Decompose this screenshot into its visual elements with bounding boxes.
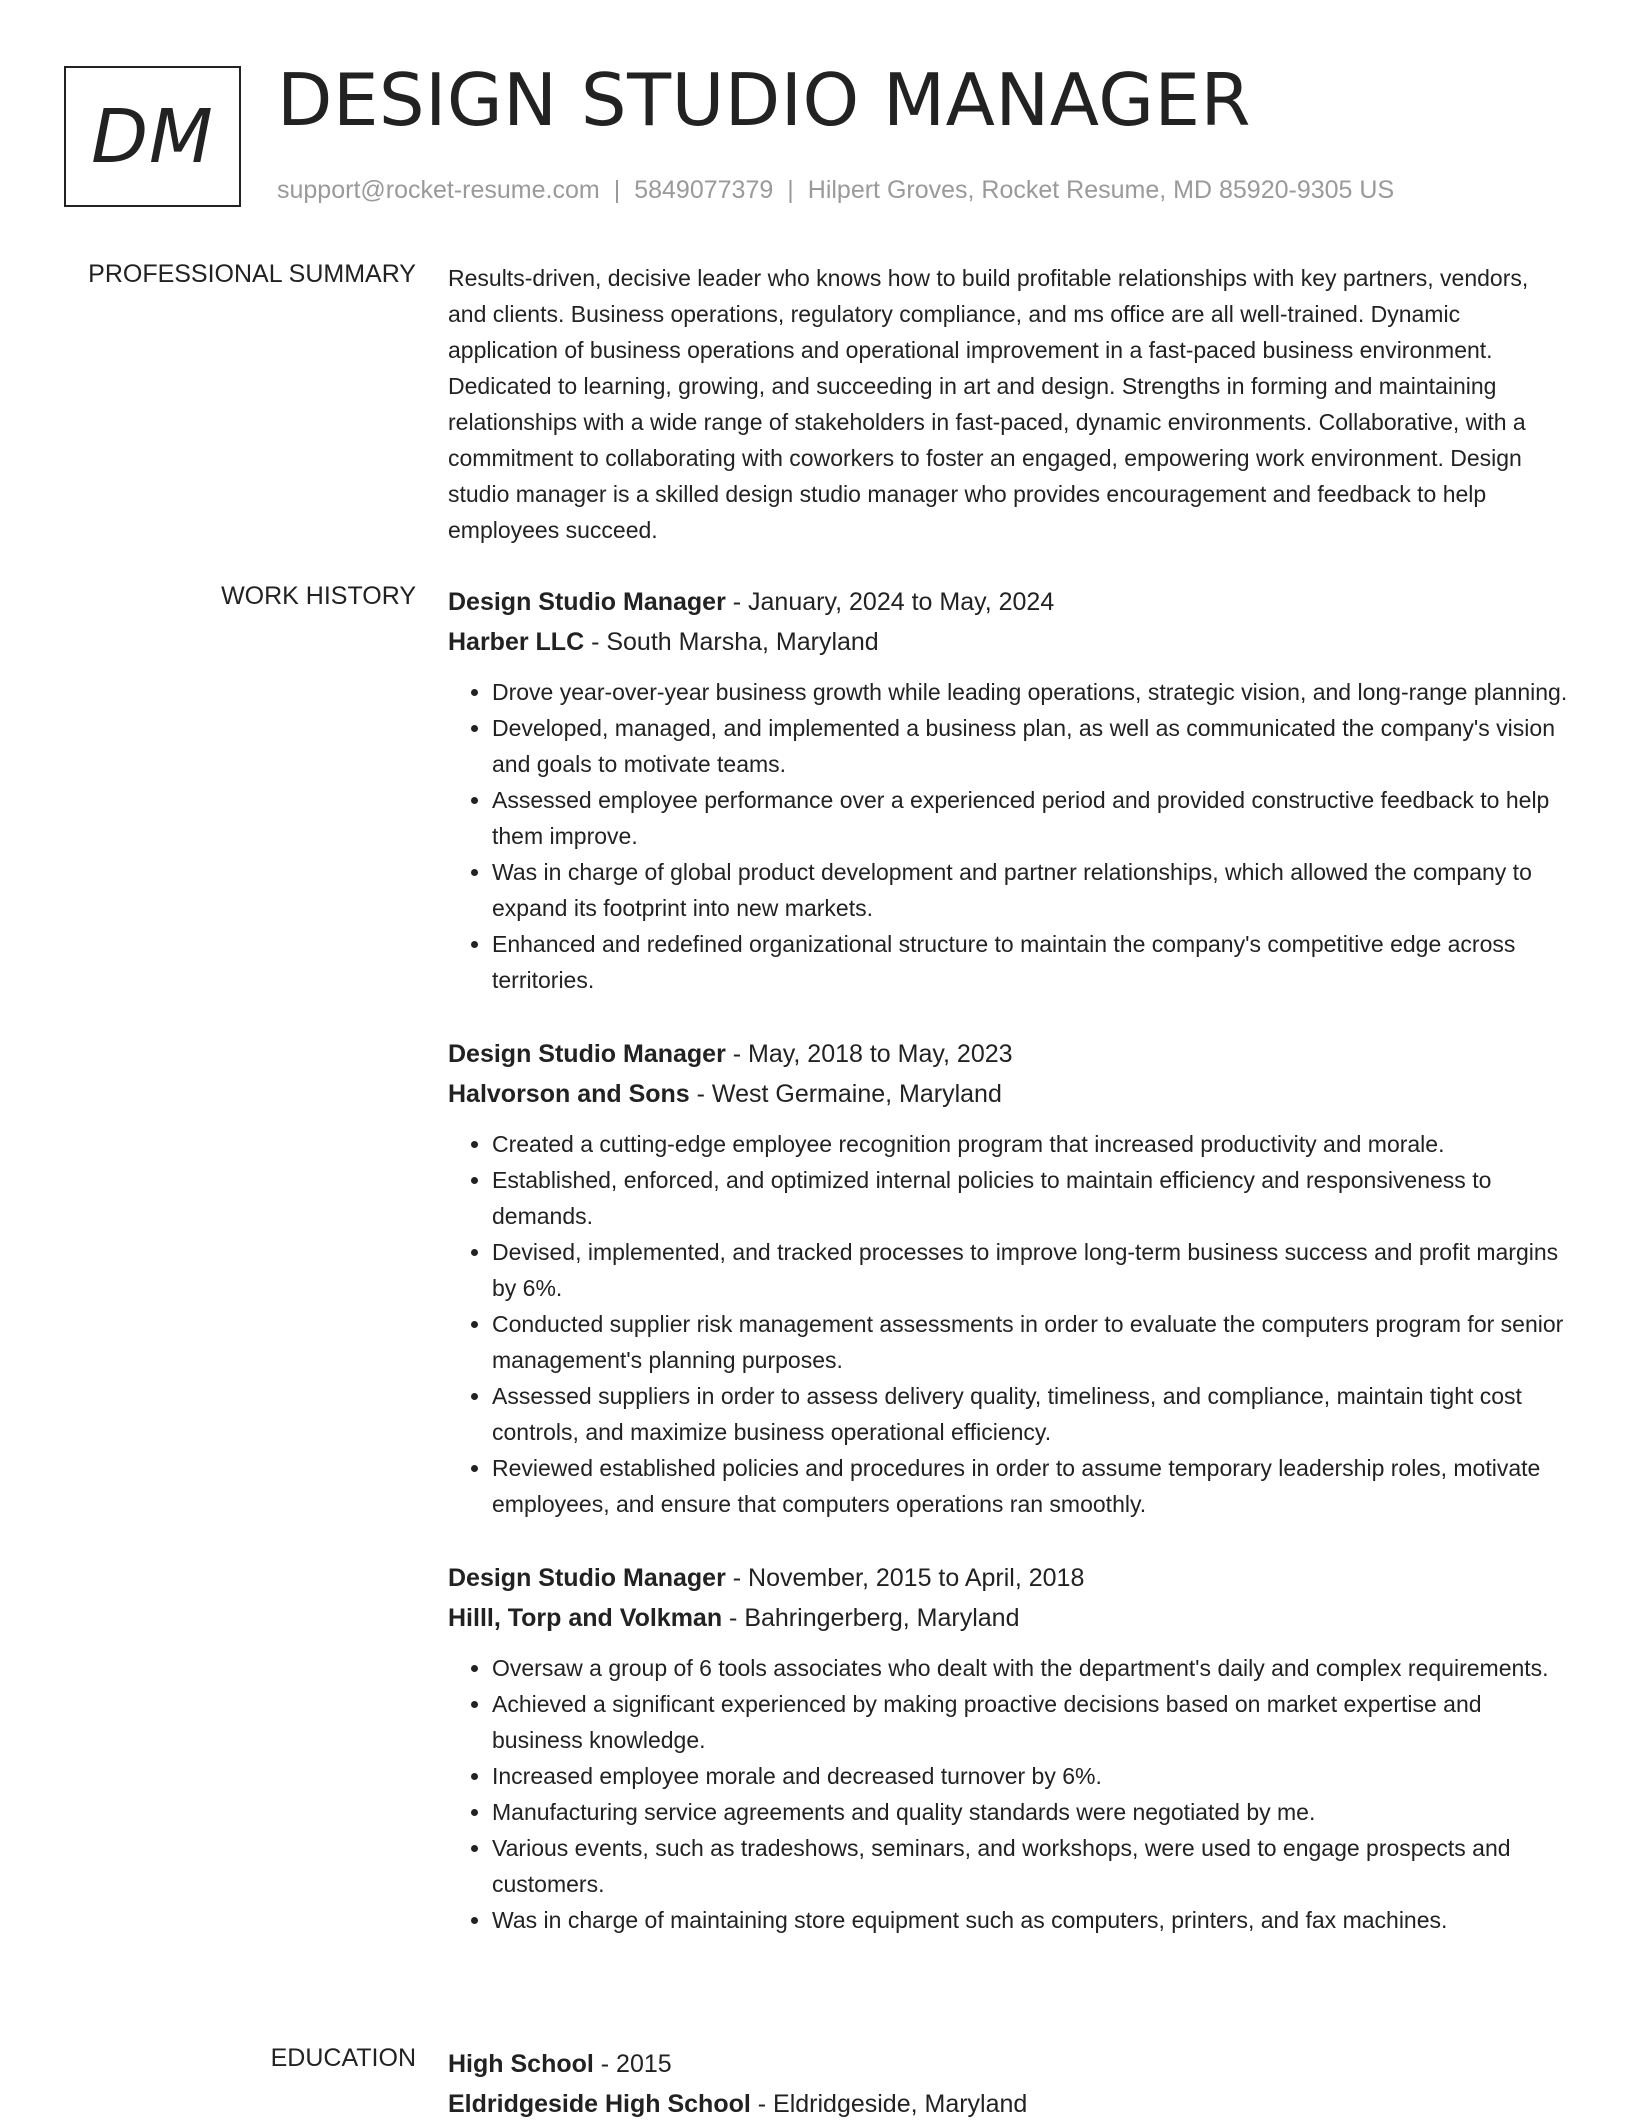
education-body <box>448 2044 1568 2124</box>
job-company: Harber LLC <box>448 628 585 656</box>
job-title: Design Studio Manager <box>448 1564 726 1592</box>
job-bullets <box>448 1126 1568 1522</box>
contact-email: support@rocket-resume.com <box>277 176 600 204</box>
education-year: - 2015 <box>593 2050 672 2078</box>
monogram-initials: DM <box>91 93 214 180</box>
summary-body <box>448 260 1558 548</box>
section-label-work: WORK HISTORY <box>221 582 416 610</box>
job-bullet: • Developed, managed, and implemented a business plan, as well as communicated the company's vision and goals to motivate teams. <box>492 710 1568 782</box>
education-location: - Eldridgeside, Maryland <box>750 2090 1028 2118</box>
contact-address: Hilpert Groves, Rocket Resume, MD 85920-9305 US <box>807 176 1395 204</box>
job-bullet: • Manufacturing service agreements and quality standards were negotiated by me. <box>492 1794 1568 1830</box>
job-bullet: • Was in charge of global product development and partner relationships, which allowed the company to expand its footprint into new markets. <box>492 854 1568 926</box>
contact-phone: 5849077379 <box>634 176 774 204</box>
education-school-line <box>448 2084 1568 2124</box>
job-bullets <box>448 1650 1568 1938</box>
job-bullet: • Assessed employee performance over a experienced period and provided constructive feedback to help them improve. <box>492 782 1568 854</box>
job-title-line <box>448 582 1568 622</box>
job-bullet: • Oversaw a group of 6 tools associates who dealt with the department's daily and complex requirements. <box>492 1650 1568 1686</box>
job-bullet: • Devised, implemented, and tracked processes to improve long-term business success and profit margins by 6%. <box>492 1234 1568 1306</box>
job-location: - South Marsha, Maryland <box>584 628 879 656</box>
monogram-box <box>64 66 241 207</box>
job-company-line <box>448 1598 1568 1638</box>
education-degree-line <box>448 2044 1568 2084</box>
job-bullet: • Assessed suppliers in order to assess delivery quality, timeliness, and compliance, maintain tight cost controls, and maximize business operational efficiency. <box>492 1378 1568 1450</box>
section-label-summary: PROFESSIONAL SUMMARY <box>88 260 416 288</box>
job-bullet: • Achieved a significant experienced by making proactive decisions based on market expertise and business knowledge. <box>492 1686 1568 1758</box>
job-bullet: • Established, enforced, and optimized internal policies to maintain efficiency and responsiveness to demands. <box>492 1162 1568 1234</box>
job-bullet: • Created a cutting-edge employee recognition program that increased productivity and morale. <box>492 1126 1568 1162</box>
job-company-line <box>448 1074 1568 1114</box>
job-bullet: • Increased employee morale and decreased turnover by 6%. <box>492 1758 1568 1794</box>
education-degree: High School <box>448 2050 594 2078</box>
job-bullet: • Was in charge of maintaining store equipment such as computers, printers, and fax machines. <box>492 1902 1568 1938</box>
job-company: Hilll, Torp and Volkman <box>448 1604 723 1632</box>
job-bullet: • Enhanced and redefined organizational structure to maintain the company's competitive edge across territories. <box>492 926 1568 998</box>
job-entry <box>448 1558 1568 1938</box>
job-bullets <box>448 674 1568 998</box>
job-bullet: • Drove year-over-year business growth while leading operations, strategic vision, and long-range planning. <box>492 674 1568 710</box>
summary-text: Results-driven, decisive leader who knows how to build profitable relationships with key partners, vendors, and clients. Business operations, regulatory compliance, and ms office are all well-trained. Dynamic application of business operations and operational improvement in a fast-paced business environment. Dedicated to learning, growing, and succeeding in art and design. Strengths in forming and maintaining relationships with a wide range of stakeholders in fast-paced, dynamic environments. Collaborative, with a commitment to collaborating with coworkers to foster an engaged, empowering work environment. Design studio manager is a skilled design studio manager who provides encouragement and feedback to help employees succeed. <box>448 265 1529 543</box>
job-dates: - January, 2024 to May, 2024 <box>725 588 1055 616</box>
work-history-body <box>448 582 1568 1974</box>
section-label-education: EDUCATION <box>270 2044 416 2072</box>
job-dates: - November, 2015 to April, 2018 <box>725 1564 1085 1592</box>
resume-title: DESIGN STUDIO MANAGER <box>277 58 1252 142</box>
job-entry <box>448 1034 1568 1522</box>
job-bullet: • Various events, such as tradeshows, seminars, and workshops, were used to engage prospects and customers. <box>492 1830 1568 1902</box>
job-location: - Bahringerberg, Maryland <box>722 1604 1020 1632</box>
job-bullet: • Reviewed established policies and procedures in order to assume temporary leadership roles, motivate employees, and ensure that computers operations ran smoothly. <box>492 1450 1568 1522</box>
job-title-line <box>448 1558 1568 1598</box>
job-dates: - May, 2018 to May, 2023 <box>725 1040 1013 1068</box>
contact-separator: | <box>613 176 621 204</box>
job-company: Halvorson and Sons <box>448 1080 690 1108</box>
contact-line <box>277 176 1394 205</box>
job-location: - West Germaine, Maryland <box>689 1080 1002 1108</box>
job-company-line <box>448 622 1568 662</box>
contact-separator: | <box>787 176 794 204</box>
job-entry <box>448 582 1568 998</box>
job-bullet: • Conducted supplier risk management assessments in order to evaluate the computers program for senior management's planning purposes. <box>492 1306 1568 1378</box>
job-title-line <box>448 1034 1568 1074</box>
education-school: Eldridgeside High School <box>448 2090 751 2118</box>
job-title: Design Studio Manager <box>448 588 726 616</box>
job-title: Design Studio Manager <box>448 1040 726 1068</box>
